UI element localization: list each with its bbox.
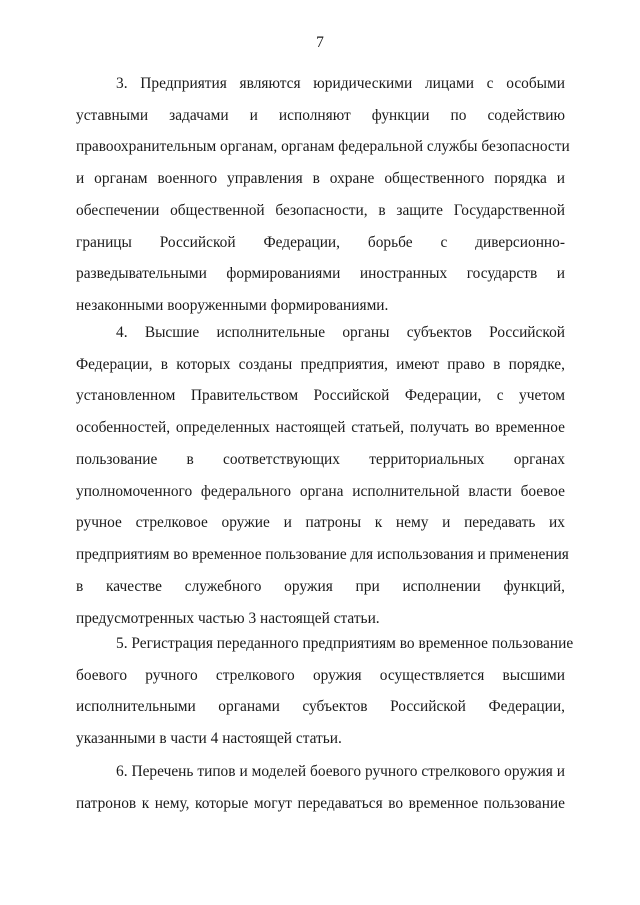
text-line: и органам военного управления в охране общественного порядка и: [76, 170, 565, 187]
text-line: 6. Перечень типов и моделей боевого ручного стрелкового оружия и: [116, 763, 565, 780]
text-line: ручное стрелковое оружие и патроны к нему и передавать их: [76, 514, 565, 531]
text-line: уставными задачами и исполняют функции по содействию: [76, 107, 565, 124]
text-line: Федерации, в которых созданы предприятия, имеют право в порядке,: [76, 356, 565, 373]
page-number: 7: [316, 34, 324, 51]
text-line: 4. Высшие исполнительные органы субъектов Российской: [116, 324, 565, 341]
text-line: пользование в соответствующих территориальных органах: [76, 451, 565, 468]
text-line: предприятиям во временное пользование для использования и применения: [76, 546, 569, 563]
text-line: 3. Предприятия являются юридическими лицами с особыми: [116, 75, 565, 92]
text-line: обеспечении общественной безопасности, в защите Государственной: [76, 202, 565, 219]
text-line: патронов к нему, которые могут передаваться во временное пользование: [76, 795, 565, 812]
text-line: боевого ручного стрелкового оружия осуществляется высшими: [76, 667, 565, 684]
text-line: уполномоченного федерального органа исполнительной власти боевое: [76, 483, 565, 500]
text-line: исполнительными органами субъектов Российской Федерации,: [76, 698, 565, 715]
text-line: предусмотренных частью 3 настоящей статьи.: [76, 610, 380, 627]
text-line: указанными в части 4 настоящей статьи.: [76, 730, 342, 747]
text-line: разведывательными формированиями иностранных государств и: [76, 265, 565, 282]
text-line: 5. Регистрация переданного предприятиям во временное пользование: [116, 635, 574, 652]
text-line: правоохранительным органам, органам федеральной службы безопасности: [76, 138, 570, 155]
text-line: в качестве служебного оружия при исполнении функций,: [76, 578, 565, 595]
text-line: установленном Правительством Российской Федерации, с учетом: [76, 387, 565, 404]
text-line: незаконными вооруженными формированиями.: [76, 297, 389, 314]
text-line: особенностей, определенных настоящей статьей, получать во временное: [76, 419, 565, 436]
text-line: границы Российской Федерации, борьбе с диверсионно-: [76, 234, 565, 251]
